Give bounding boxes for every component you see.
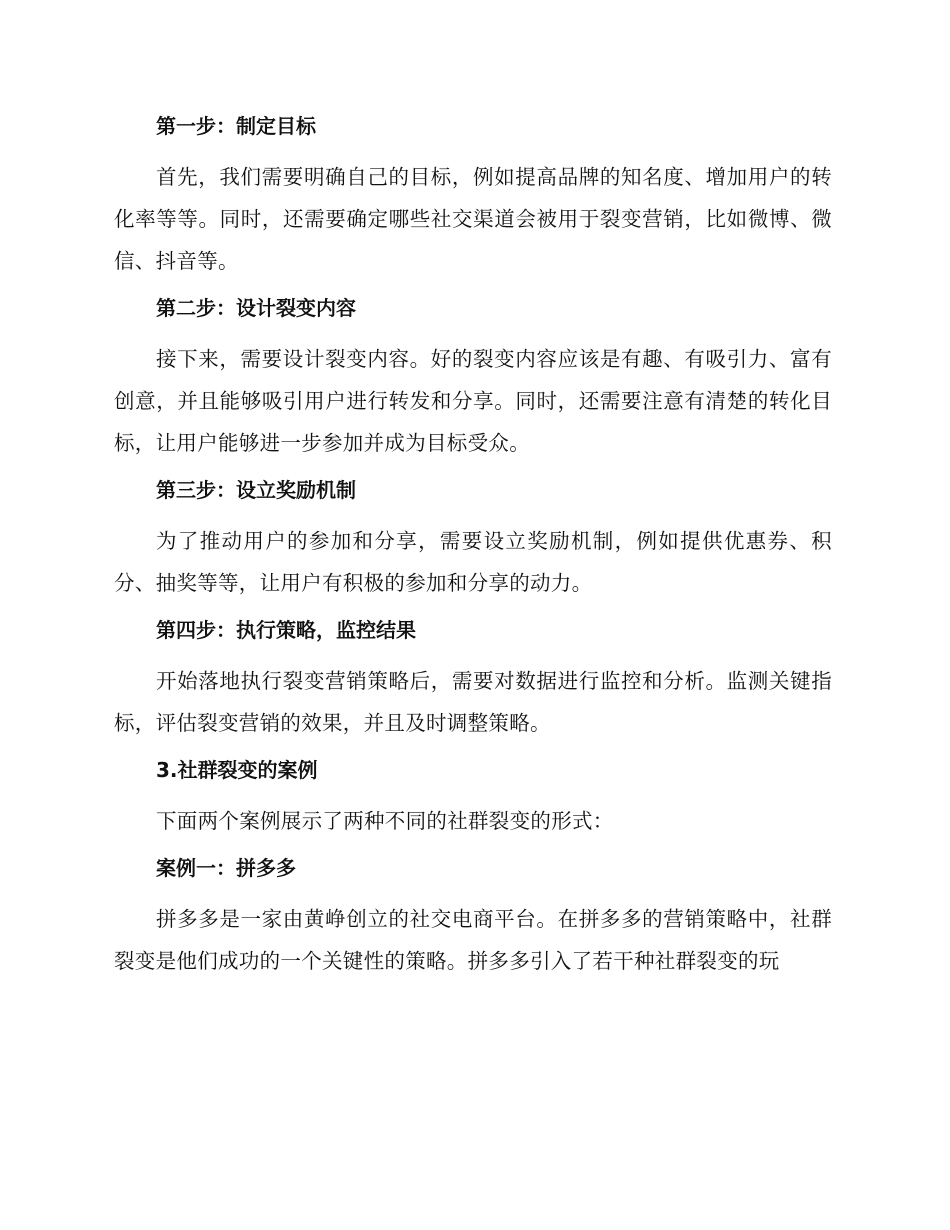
paragraph-step-4: 开始落地执行裂变营销策略后，需要对数据进行监控和分析。监测关键指标，评估裂变营销的效果，并且及时调整策略。	[114, 669, 832, 735]
paragraph-case-1: 拼多多是一家由黄峥创立的社交电商平台。在拼多多的营销策略中，社群裂变是他们成功的一个关键性的策略。拼多多引入了若干种社群裂变的玩	[114, 907, 832, 973]
paragraph-step-3: 为了推动用户的参加和分享，需要设立奖励机制，例如提供优惠券、积分、抽奖等等，让用户有积极的参加和分享的动力。	[114, 529, 832, 595]
heading-cases: 3.社群裂变的案例	[156, 758, 318, 782]
heading-step-3: 第三步：设立奖励机制	[156, 478, 356, 502]
heading-step-4: 第四步：执行策略，监控结果	[156, 618, 416, 642]
paragraph-step-1: 首先，我们需要明确自己的目标，例如提高品牌的知名度、增加用户的转化率等等。同时，还需要确定哪些社交渠道会被用于裂变营销，比如微博、微信、抖音等。	[114, 165, 832, 273]
heading-step-2: 第二步：设计裂变内容	[156, 296, 356, 320]
paragraph-cases-intro: 下面两个案例展示了两种不同的社群裂变的形式：	[156, 809, 614, 833]
paragraph-step-2: 接下来，需要设计裂变内容。好的裂变内容应该是有趣、有吸引力、富有创意，并且能够吸引用户进行转发和分享。同时，还需要注意有清楚的转化目标，让用户能够进一步参加并成为目标受众。	[114, 347, 832, 455]
heading-case-1: 案例一：拼多多	[156, 856, 296, 880]
heading-step-1: 第一步：制定目标	[156, 114, 316, 138]
